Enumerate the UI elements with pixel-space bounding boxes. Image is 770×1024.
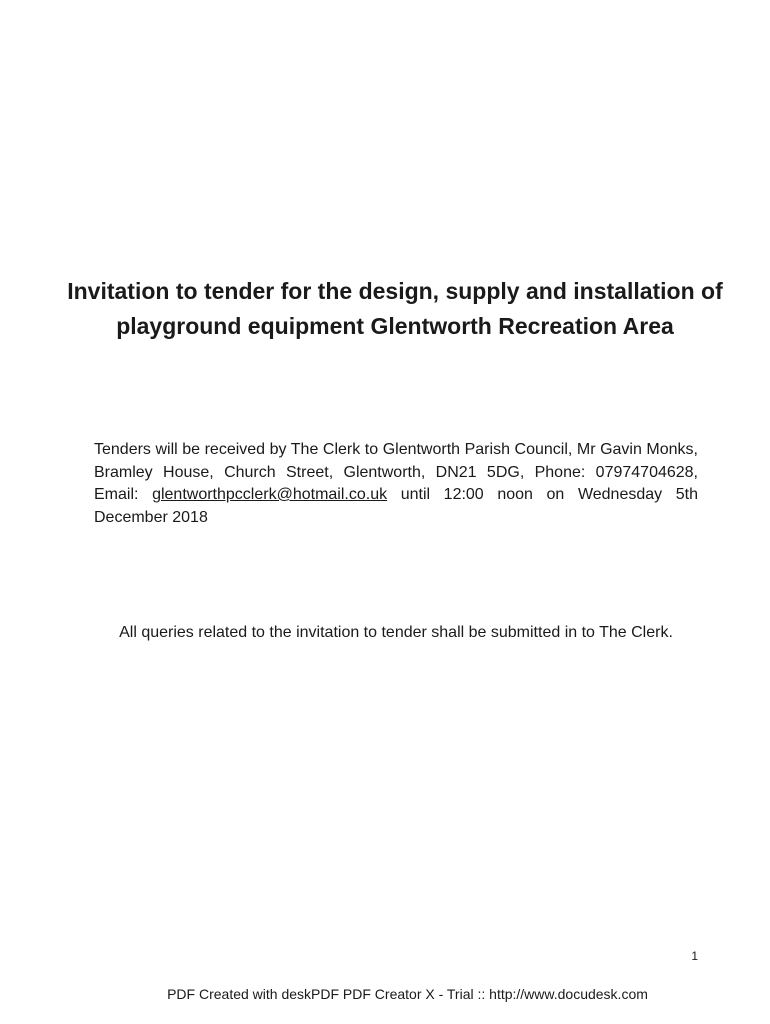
queries-paragraph: All queries related to the invitation to tender shall be submitted in to The Clerk. (119, 624, 673, 641)
document-title: Invitation to tender for the design, supply and installation of playground equipment Glentworth Recreation Area (67, 278, 723, 339)
pdf-creator-footer: PDF Created with deskPDF PDF Creator X - Trial :: http://www.docudesk.com (167, 986, 648, 1002)
page-number: 1 (691, 949, 698, 963)
tender-deadline-text: until 12:00 noon on Wednesday 5th December 2018 (94, 486, 698, 526)
clerk-email-link[interactable]: glentworthpcclerk@hotmail.co.uk (152, 486, 388, 503)
tender-details-text: Tenders will be received by The Clerk to Glentworth Parish Council, Mr Gavin Monks, Bramley House, Church Street, Glentworth, DN21 5DG, Phone: 07974704628, Email: (94, 441, 698, 503)
tender-details-paragraph (94, 439, 698, 529)
